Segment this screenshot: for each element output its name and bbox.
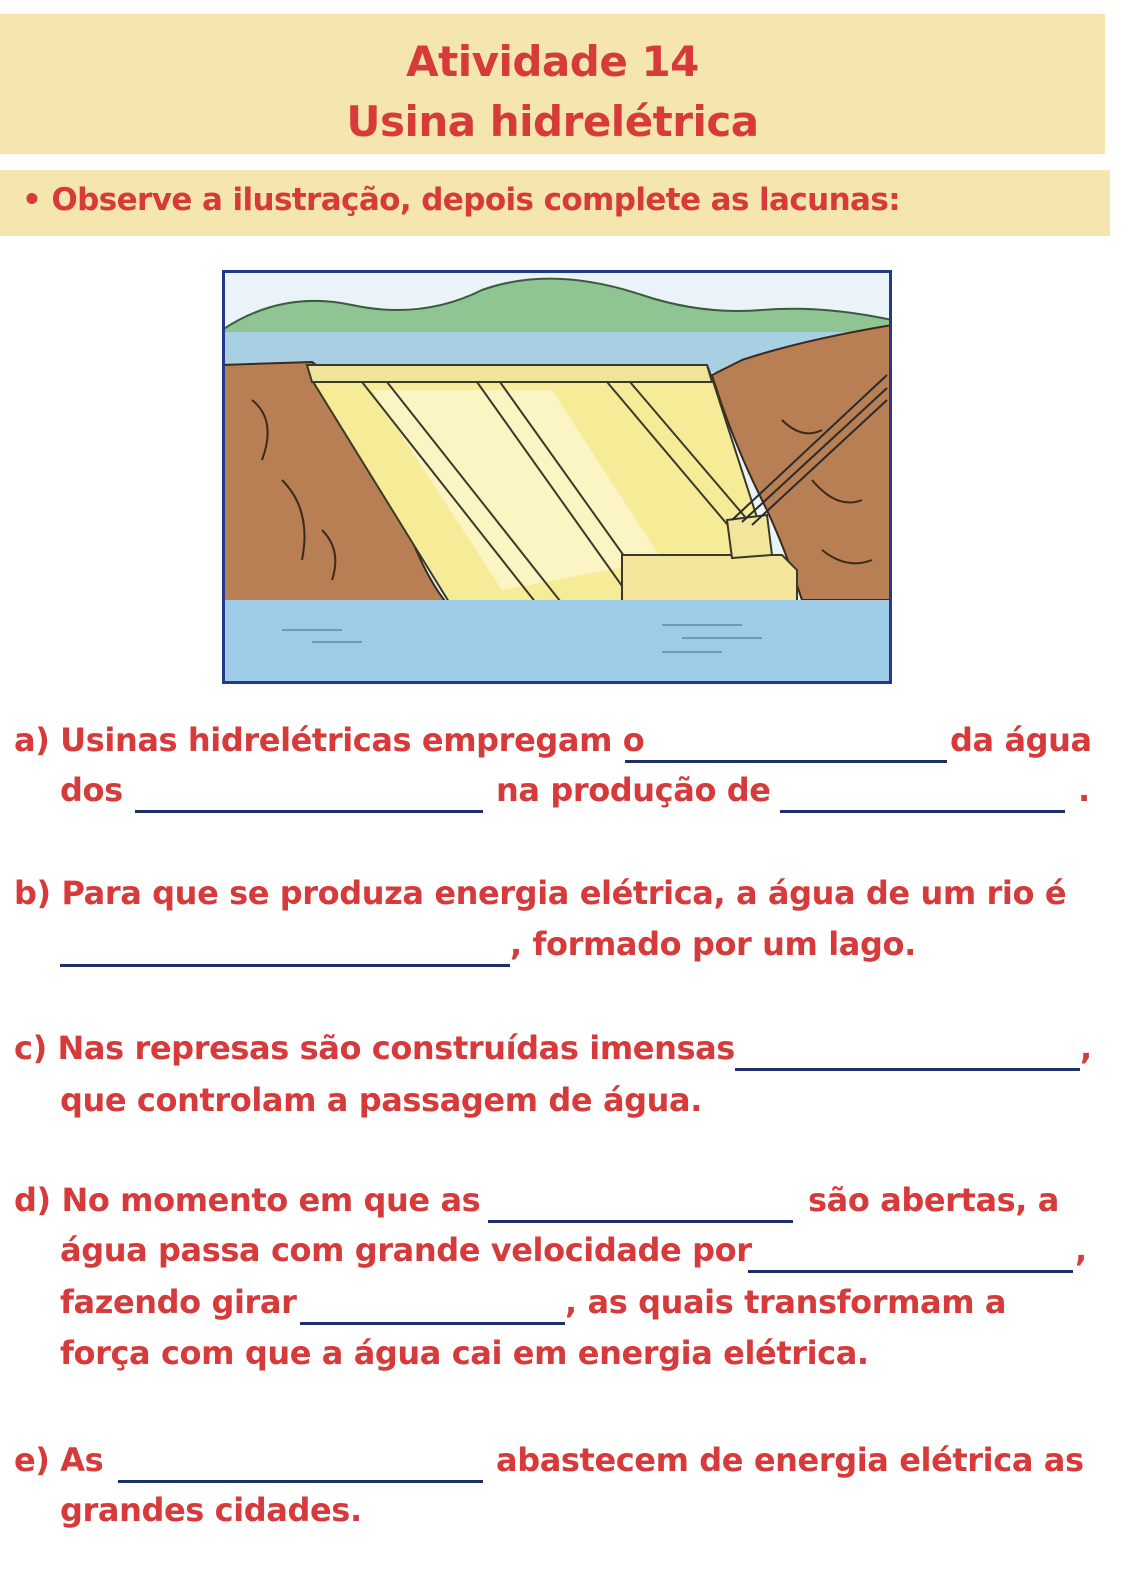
question-b-blank-1[interactable]	[60, 964, 510, 967]
question-c-line2: que controlam a passagem de água.	[60, 1081, 702, 1119]
question-d-blank-1[interactable]	[488, 1220, 793, 1223]
title-banner	[0, 14, 1105, 154]
question-e-blank-1[interactable]	[118, 1480, 483, 1483]
question-a-line2-mid: na produção de	[496, 771, 771, 809]
question-a-blank-1[interactable]	[625, 760, 947, 763]
question-a-line1-start: a) Usinas hidrelétricas empregam o	[14, 721, 645, 759]
question-a-line1-end: da água	[950, 721, 1092, 759]
question-b-line1: b) Para que se produza energia elétrica, a água de um rio é	[14, 874, 1067, 912]
question-b-line2: , formado por um lago.	[510, 925, 916, 963]
question-d-line1-end: são abertas, a	[808, 1181, 1059, 1219]
question-d-line3-end: , as quais transformam a	[565, 1283, 1007, 1321]
question-a-blank-2[interactable]	[135, 810, 483, 813]
activity-title: Atividade 14	[406, 37, 699, 86]
question-e-line2: grandes cidades.	[60, 1491, 362, 1529]
question-d-line2-comma: ,	[1075, 1231, 1087, 1269]
question-d-line4: força com que a água cai em energia elétrica.	[60, 1334, 869, 1372]
question-d-line3-start: fazendo girar	[60, 1283, 297, 1321]
hydroelectric-dam-illustration	[222, 270, 892, 684]
question-a-line2-end: .	[1078, 771, 1090, 809]
activity-subtitle: Usina hidrelétrica	[346, 97, 759, 146]
instruction-text: • Observe a ilustração, depois complete as lacunas:	[22, 182, 901, 218]
question-c-comma: ,	[1080, 1029, 1092, 1067]
question-c-line1: c) Nas represas são construídas imensas	[14, 1029, 735, 1067]
question-a-blank-3[interactable]	[780, 810, 1065, 813]
question-d-blank-3[interactable]	[300, 1322, 565, 1325]
question-d-line2-start: água passa com grande velocidade por	[60, 1231, 752, 1269]
instruction-banner	[0, 170, 1110, 236]
question-e-line1-end: abastecem de energia elétrica as	[496, 1441, 1084, 1479]
question-d-blank-2[interactable]	[748, 1270, 1073, 1273]
question-d-line1-start: d) No momento em que as	[14, 1181, 481, 1219]
question-c-blank-1[interactable]	[735, 1068, 1080, 1071]
question-a-line2-start: dos	[60, 771, 123, 809]
question-e-line1-start: e) As	[14, 1441, 104, 1479]
